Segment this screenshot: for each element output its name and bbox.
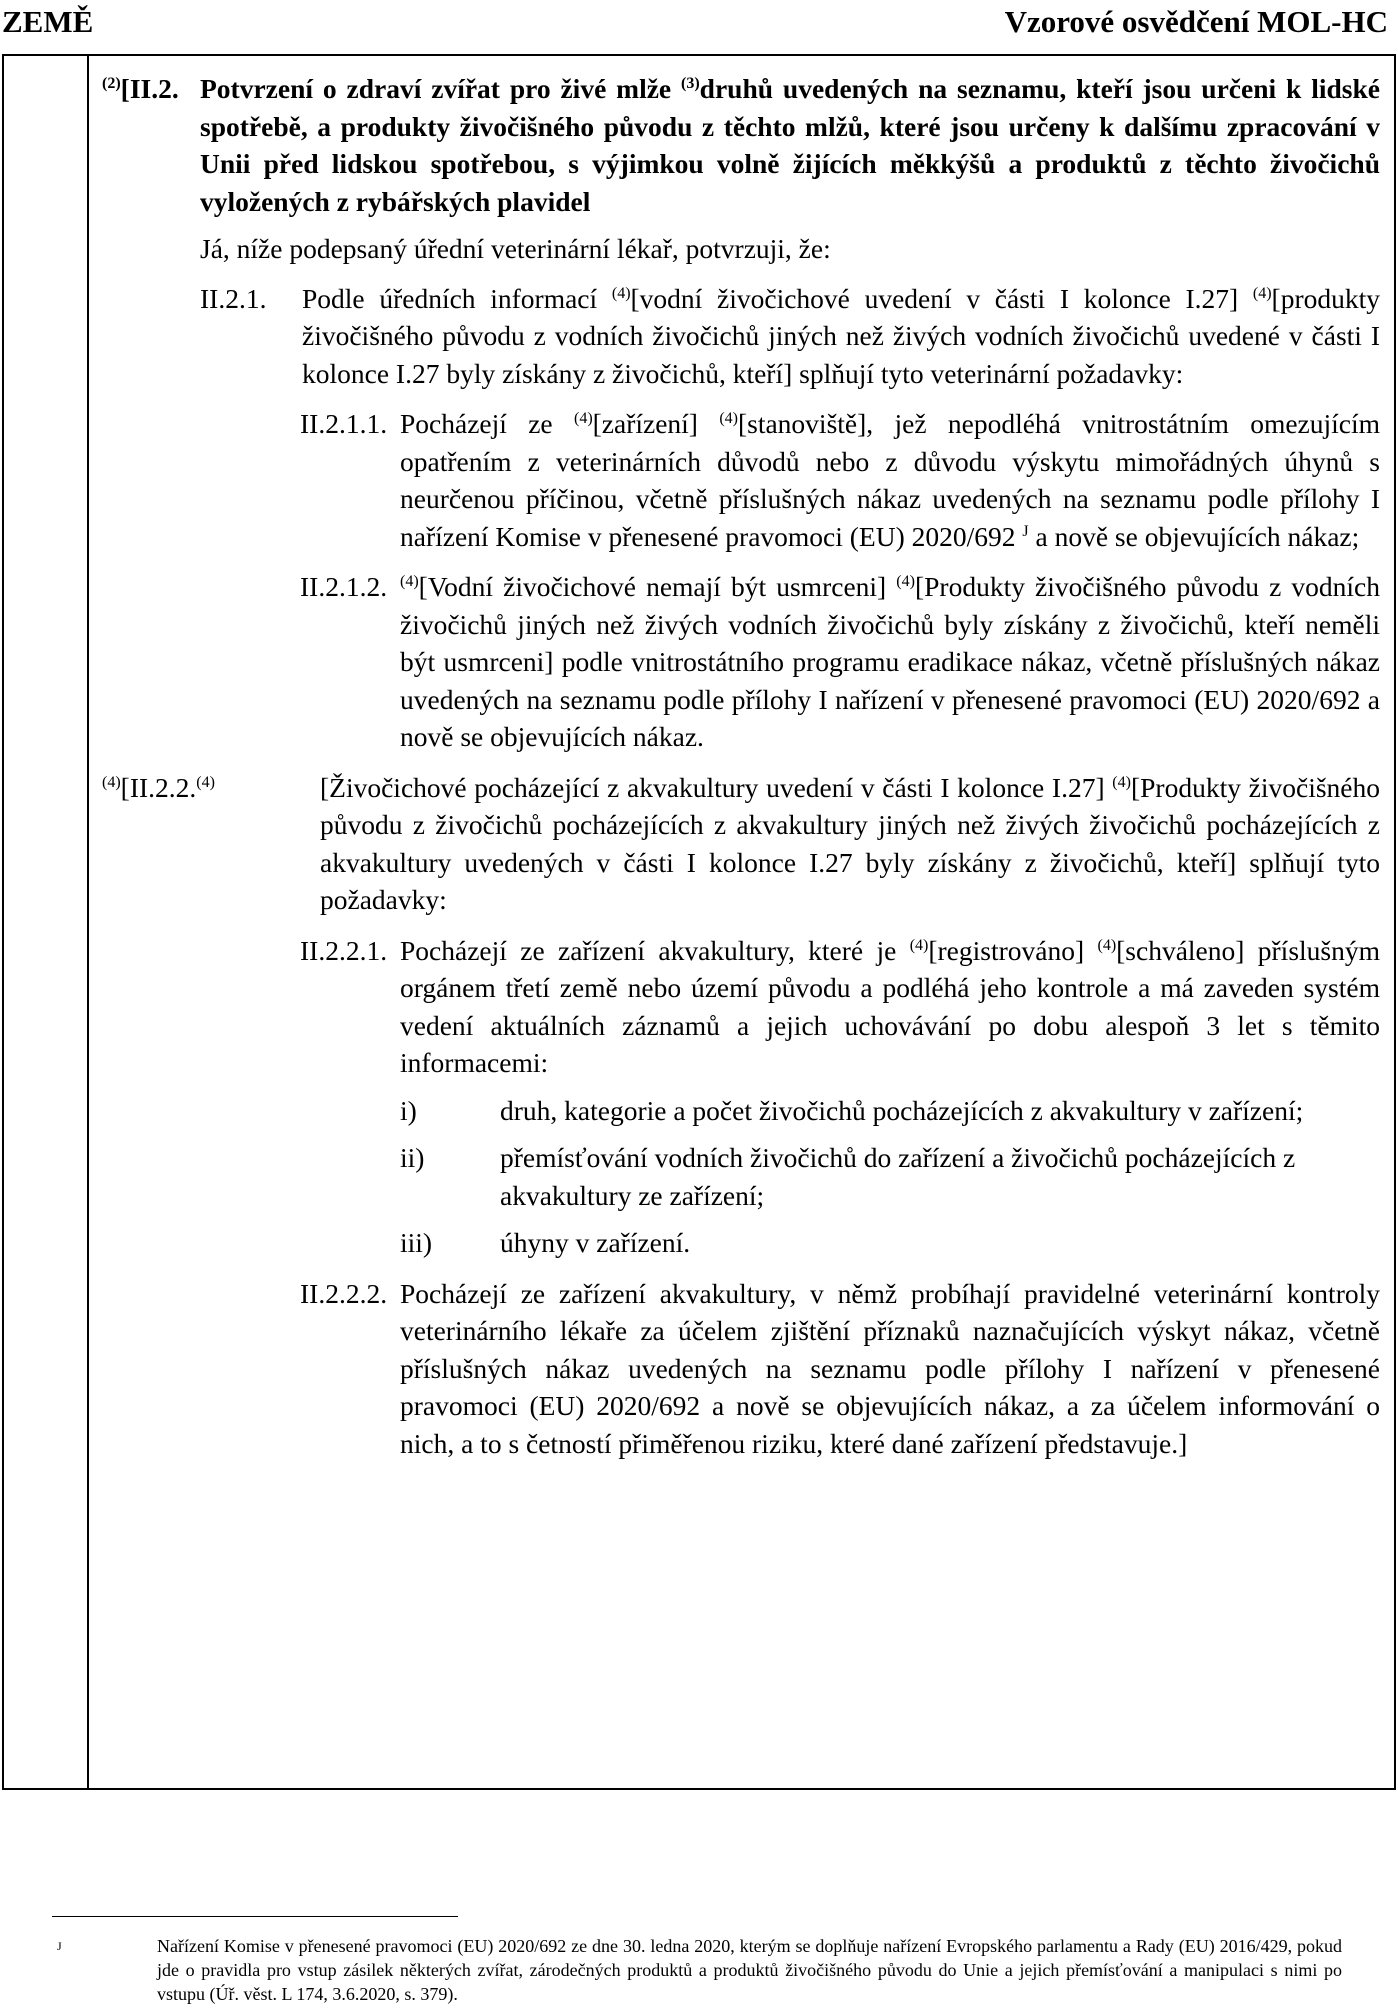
certificate-section	[102, 70, 1380, 1462]
footnote-ref: (4)	[1112, 773, 1131, 791]
paragraph-number: II.2.1.1.	[300, 408, 388, 439]
footnote-ref: (4)	[896, 572, 915, 590]
frame-column-divider	[87, 54, 89, 1790]
paragraph-number: II.2.1.	[200, 282, 267, 314]
frame-bottom-border	[2, 1788, 1396, 1790]
footnote-ref: (4)	[102, 773, 121, 791]
paragraph-II-2-2-1	[102, 932, 1380, 1082]
list-item-text: úhyny v zařízení.	[500, 1227, 691, 1258]
paragraph-text: [Produkty živočišného původu z vodních živočichů jiných než živých vodních živočichů byly získány z živočichů, kteří neměli být usmrceni] podle vnitrostátního programu eradikace nákaz, včetně příslušných nákaz uvedených na seznamu podle přílohy I nařízení v přenesené pravomoci (EU) 2020/692 a nově se objevujících nákaz.	[400, 571, 1380, 752]
paragraph-text: [Produkty živočišného původu z živočichů pocházejících z akvakultury jiných než živých živočichů pocházejících z akvakultury uvedených v části I kolonce I.27 byly získány z živočichů, kteří] splňují tyto požadavky:	[320, 771, 1380, 915]
list-item-text: přemísťování vodních živočichů do zařízení a živočichů pocházejících z akvakultury ze zařízení;	[500, 1142, 1296, 1211]
footnote-text: Nařízení Komise v přenesené pravomoci (EU) 2020/692 ze dne 30. ledna 2020, kterým se doplňuje nařízení Evropského parlamentu a Rady (EU) 2016/429, pokud jde o pravidla pro vstup zásilek některých zvířat, zárodečných produktů a produktů živočišného původu do Unie a jejich přemísťování a manipulaci s nimi po vstupu (Úř. věst. L 174, 3.6.2020, s. 379).	[157, 1936, 1342, 2004]
paragraph-text: Pocházejí ze	[400, 408, 574, 439]
list-item	[102, 1224, 1380, 1262]
section-number	[102, 70, 179, 108]
paragraph-text: [stanoviště], jež nepodléhá vnitrostátním omezujícím opatřením z veterinárních důvodů nebo z důvodu výskytu mimořádných úhynů s neurčenou příčinou, včetně příslušných nákaz uvedených na seznamu podle přílohy I nařízení Komise v přenesené pravomoci (EU) 2020/692	[400, 408, 1381, 552]
paragraph-text: Podle úředních informací	[302, 282, 612, 314]
attestation-intro: Já, níže podepsaný úřední veterinární lékař, potvrzuji, že:	[200, 233, 831, 264]
list-item-number: iii)	[400, 1227, 433, 1258]
footnote	[52, 1934, 1342, 2006]
list-item	[102, 1139, 1380, 1214]
section-title-text-rest: druhů uvedených na seznamu, kteří jsou určeni k lidské spotřebě, a produkty živočišného původu z těchto mlžů, které jsou určeny k dalšímu zpracování v Unii před lidskou spotřebou, s výjimkou volně žijících měkkýšů a produktů z těchto živočichů vyložených z rybářských plavidel	[200, 73, 1380, 217]
list-item-number: ii)	[400, 1142, 425, 1173]
footnote-ref: (2)	[102, 74, 121, 92]
paragraph-II-2-1-1	[102, 405, 1380, 555]
paragraph-text: [registrováno]	[928, 934, 1098, 966]
paragraph-II-2-2	[102, 769, 1380, 919]
footnote-ref: (4)	[1097, 936, 1117, 954]
header-country: ZEMĚ	[2, 4, 94, 39]
paragraph-text: [vodní živočichové uvedení v části I kolonce I.27]	[630, 282, 1253, 314]
footnote-ref: (4)	[400, 572, 419, 590]
paragraph-text: [zařízení]	[592, 408, 720, 439]
header-certificate-title: Vzorové osvědčení MOL-HC	[1004, 4, 1388, 39]
paragraph-text: [Živočichové pocházející z akvakultury uvedení v části I kolonce I.27]	[320, 771, 1113, 803]
paragraph-text: [schváleno] příslušným orgánem třetí země nebo území původu a podléhá jeho kontrole a má zaveden systém vedení aktuálních záznamů a jejich uchovávání po dobu alespoň 3 let s těmito informacemi:	[400, 934, 1380, 1078]
paragraph-number	[102, 769, 215, 807]
section-title	[102, 70, 1380, 220]
list-item-text: druh, kategorie a počet živočichů pocházejících z akvakultury v zařízení;	[500, 1094, 1304, 1126]
footnote-ref: (4)	[196, 773, 215, 791]
footnote-ref: (4)	[573, 409, 593, 427]
paragraph-text: Pocházejí ze zařízení akvakultury, v němž probíhají pravidelné veterinární kontroly veterinárního lékaře za účelem zjištění příznaků naznačujících výskyt nákaz, včetně příslušných nákaz uvedených na seznamu podle přílohy I nařízení v přenesené pravomoci (EU) 2020/692 a nově se objevujících nákaz, a za účelem informování o nich, a to s četností přiměřenou riziku, které dané zařízení představuje.]	[400, 1277, 1380, 1459]
paragraph-text: a nově se objevujících nákaz;	[1028, 520, 1360, 552]
footnote-ref: (3)	[681, 74, 700, 92]
footnote-ref: (4)	[611, 284, 631, 302]
frame-left-border	[2, 54, 4, 1790]
section-number-label: [II.2.	[120, 73, 179, 104]
list-item	[102, 1092, 1380, 1130]
list-item-number: i)	[400, 1094, 417, 1126]
paragraph-text: [Vodní živočichové nemají být usmrceni]	[418, 571, 897, 602]
paragraph-number: II.2.1.2.	[300, 571, 388, 602]
frame-top-border	[2, 54, 1396, 56]
paragraph-text: [produkty živočišného původu z vodních živočichů jiných než živých vodních živočichů uvedené v části I kolonce I.27 byly získány z živočichů, kteří] splňují tyto veterinární požadavky:	[302, 282, 1381, 389]
section-title-text: Potvrzení o zdraví zvířat pro živé mlže	[200, 73, 681, 104]
paragraph-number-label: [II.2.2.	[120, 771, 197, 803]
footnote-ref-J: J	[1022, 522, 1029, 540]
paragraph-II-2-1-2	[102, 568, 1380, 756]
paragraph-text: Pocházejí ze zařízení akvakultury, které je	[400, 934, 910, 966]
footnote-ref: (4)	[719, 409, 738, 427]
paragraph-number: II.2.2.1.	[300, 934, 388, 966]
footnote-separator	[52, 1916, 458, 1917]
paragraph-number: II.2.2.2.	[300, 1277, 388, 1309]
footnote-ref: (4)	[909, 936, 929, 954]
paragraph-II-2-1	[102, 280, 1380, 393]
footnote-mark: J	[57, 1939, 62, 1953]
frame-right-border	[1394, 54, 1396, 1790]
paragraph-II-2-2-2	[102, 1275, 1380, 1463]
footnote-ref: (4)	[1252, 284, 1272, 302]
